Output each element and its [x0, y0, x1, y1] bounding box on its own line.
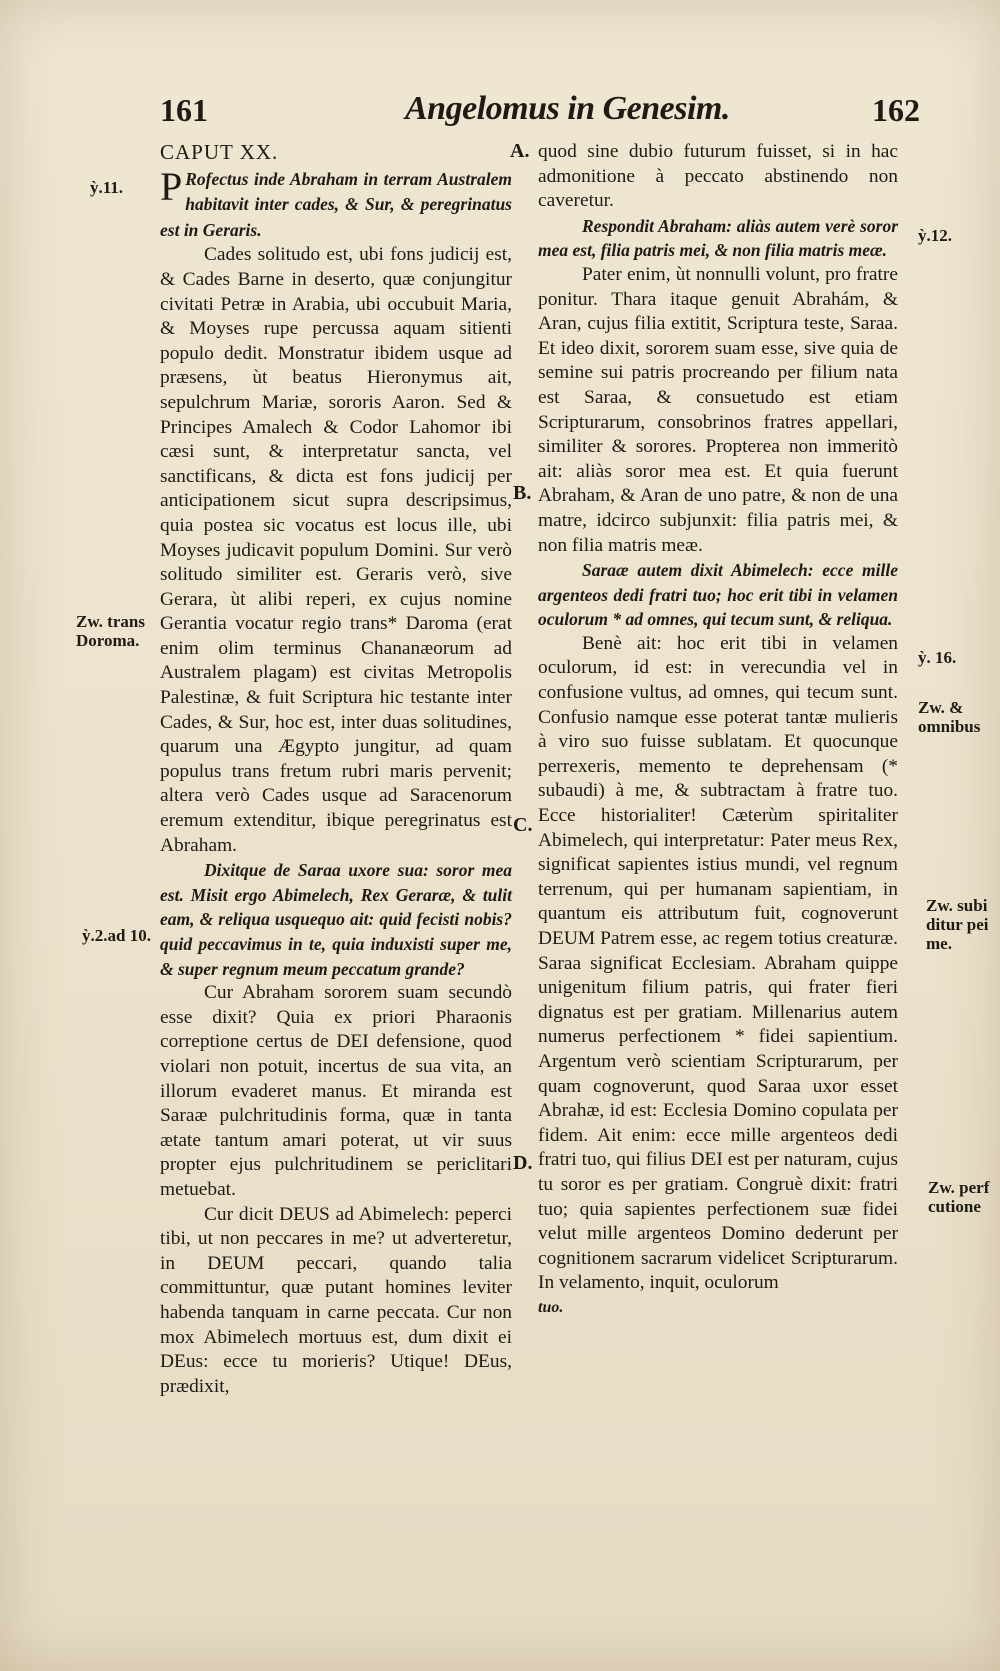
- chapter-heading: CAPUT XX.: [160, 140, 279, 164]
- body-paragraph: Cur Abraham sororem suam secundò esse dixit? Quia ex priori Pharaonis correptione certus de DEI defensione, quod violari non potuit, incertus de sua vita, an illorum evaderet manus. Et miranda est Saraæ pulchritudinis forma, quæ in tanta ætate tantum amari poterat, ut vir suus propter ejus pulchritudinem se periclitari metuebat.: [160, 982, 512, 1200]
- running-head: [0, 92, 1000, 132]
- lemma-text: Respondit Abraham: aliàs autem verè soror mea est, filia patris mei, & non filia matris meæ.: [538, 215, 898, 261]
- margin-verse-note: ỳ. 16.: [918, 648, 957, 667]
- margin-variant-note: Zw. trans Doroma.: [76, 612, 145, 650]
- lemma-paragraph: [160, 163, 512, 244]
- left-column: [160, 140, 512, 1399]
- section-siglum: D.: [513, 1152, 533, 1174]
- margin-verse-note: ỳ.2.ad 10.: [82, 926, 151, 945]
- body-paragraph: Benè ait: hoc erit tibi in velamen oculorum, id est: in verecundia vel in confusione vultus, ad omnes, qui tecum sunt. Confusio namque esse poterat tantæ mulieris à viro suo fuisse sublatam. Et quocunque perrexeris, memento te deprehensam (* subaudi) à me, & subtractam à fratre tuo. Ecce historialiter! Cæterùm spiritaliter Abimelech, qui interpretatur: Pater meus Rex, significat sapientes istius mundi, vel regnum terrenum, qui per humanam sapientiam, in quantum eis attributum fuit, cognoverunt DEUM Patrem esse, ac regem totius creaturæ. Saraa significat Ecclesiam. Abraham quippe unigenitum filium patris, qui frater fieri dignatus est per gratiam. Millenarius autem numerus perfectionem * fidei sapientium. Argentum verò scientiam Scripturarum, per quam cognoverunt, quod Saraa uxor esset Abrahæ, id est: Ecclesia Domino copulata per fidem. Ait enim: ecce mille argenteos dedi fratri tuo, qui filius DEI est per naturam, cujus tu soror es per gratiam. Congruè dixit: fratri tuo; quia sapientes perfectionem suæ fidei velut mille argenteos Domino dederunt per cognitionem sacrarum videlicet Scripturarum. In velamento, inquit, oculorum: [538, 632, 898, 1294]
- margin-variant-note: Zw. perf cutione: [928, 1178, 990, 1216]
- page-number-right: 162: [872, 92, 920, 128]
- margin-variant-note: Zw. subi ditur pei me.: [926, 896, 989, 953]
- page-number-left: 161: [160, 92, 208, 128]
- body-paragraph: Cades solitudo est, ubi fons judicij est, & Cades Barne in deserto, quæ conjungitur civitati Petræ in Arabia, ubi occubuit Maria, & Moyses rupe percussa aquam sitienti populo dedit. Monstratur ibidem usque ad præsens, ùt beatus Hieronymus ait, sepulchrum Mariæ, sororis Aaron. Sed & Principes Amalech & Codor Lahomor ibi cæsi sunt, & interpretatur sancta, vel sanctificans, & dicta est fons judicij per anticipationem sicut supra descripsimus, quia postea sic vocatus est locus ille, ubi Moyses judicavit populum Domini. Sur verò solitudo similiter est. Geraris verò, sive Gerara, ùt alibi reperi, ex cujus nomine Gerantia vocatur regio trans* Daroma (erat enim olim terminus Chananæorum ad Australem plagam) est civitas Metropolis Palestinæ, & fuit Scriptura hic testante inter Cades, & Sur, hoc est, inter duas solitudines, quarum una Ægypto jungitur, ad quam populus trans fretum rubri maris pervenit; altera verò Cades usque ad Saracenorum eremum extenditur, ibique peregrinatus est Abraham.: [160, 244, 512, 856]
- section-siglum: C.: [513, 814, 533, 836]
- body-paragraph: Cur dicit DEUS ad Abimelech: peperci tibi, ut non peccares in me? ut adverteretur, in DEUM peccari, quando talia committuntur, quæ putant homines leviter habenda tanquam in carne peccata. Cur non mox Abimelech mortuus est, dum dixit ei DEus: ecce tu morieris? Utique! DEus, prædixit,: [160, 1203, 512, 1397]
- lemma-text: Rofectus inde Abraham in terram Australem habitavit inter cades, & Sur, & peregrinatus est in Geraris.: [160, 168, 512, 240]
- section-siglum: B.: [513, 482, 532, 504]
- body-paragraph: quod sine dubio futurum fuisset, si in hac admonitione à peccato abstinendo non caveretur.: [538, 141, 898, 212]
- running-title: Angelomus in Genesim.: [405, 90, 730, 127]
- margin-verse-note: ỳ.11.: [90, 178, 124, 197]
- lemma-text: Dixitque de Saraa uxore sua: soror mea est. Misit ergo Abimelech, Rex Geraræ, & tulit eam, & reliqua usquequo ait: quid fecisti nobis? quid peccavimus in te, quia induxisti super me, & super regnum meum peccatum grande?: [160, 860, 512, 979]
- margin-variant-note: Zw. & omnibus: [918, 698, 981, 736]
- margin-verse-note: ỳ.12.: [918, 226, 952, 245]
- section-siglum: A.: [510, 140, 530, 162]
- catchword: tuo.: [538, 1298, 564, 1316]
- drop-cap: P: [160, 163, 183, 209]
- right-column: [538, 140, 898, 1321]
- body-paragraph: Pater enim, ùt nonnulli volunt, pro fratre ponitur. Thara itaque genuit Abrahám, & Aran, cujus filia extitit, Scriptura teste, Saraa. Et ideo dixit, sororem suam esse, sive quia de semine sui patris procreando per filium nata est Saraa, & consuetudo est etiam Scripturarum, consobrinos fratres appellari, similiter & sorores. Propterea non immeritò ait: aliàs soror mea est. Et quia fuerunt Abraham, & Aran de uno patre, & non de una matre, idcirco subjunxit: filia patris mei, & non filia matris meæ.: [538, 263, 898, 556]
- lemma-text: Saraæ autem dixit Abimelech: ecce mille argenteos dedi fratri tuo; hoc erit tibi in velamen oculorum * ad omnes, qui tecum sunt, & reliqua.: [538, 560, 898, 630]
